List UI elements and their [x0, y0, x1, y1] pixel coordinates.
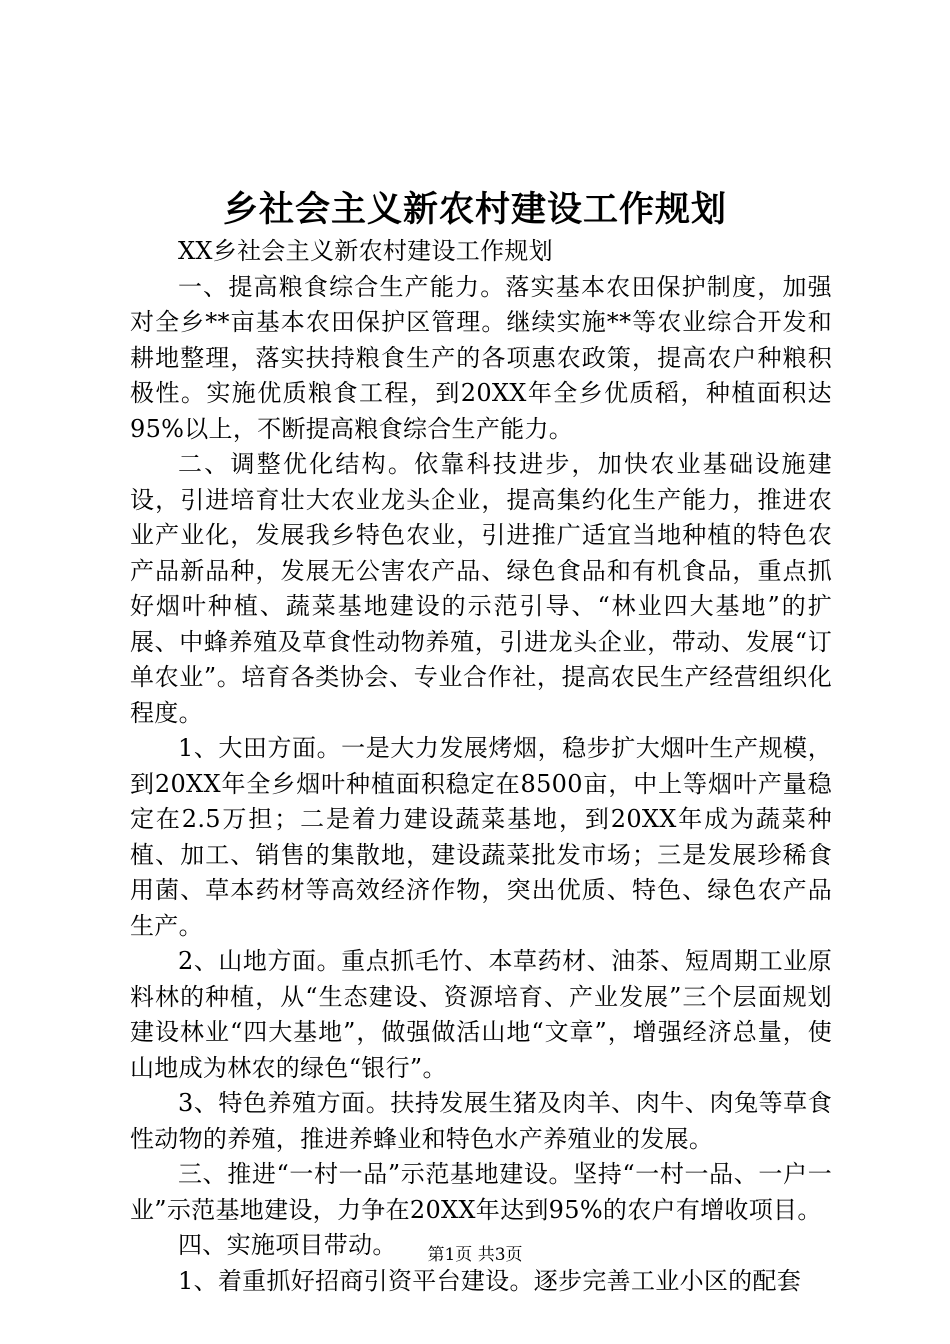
paragraph-item-investment: 1、着重抓好招商引资平台建设。逐步完善工业小区的配套 [178, 1266, 802, 1295]
paragraph-subtitle: XX乡社会主义新农村建设工作规划 [178, 237, 553, 265]
paragraph-section-2: 二、调整优化结构。依靠科技进步，加快农业基础设施建设，引进培育壮大农业龙头企业，提高集约化生产能力，推进农业产业化，发展我乡特色农业，引进推广适宜当地种植的特色农产品新品种，发展无公害农产品、绿色食品和有机食品，重点抓好烟叶种植、蔬菜基地建设的示范引导、“林业四大基地”的扩展、中蜂养殖及草食性动物养殖，引进龙头企业，带动、发展“订单农业”。培育各类协会、专业合作社，提高农民生产经营组织化程度。 [130, 450, 832, 727]
paragraph-section-3: 三、推进“一村一品”示范基地建设。坚持“一村一品、一户一业”示范基地建设，力争在20XX年达到95%的农户有增收项目。 [130, 1160, 832, 1224]
document-body [130, 234, 832, 1299]
page-footer: 第1页 共3页 [427, 1245, 523, 1265]
paragraph-item-breeding: 3、特色养殖方面。扶持发展生猪及肉羊、肉牛、肉兔等草食性动物的养殖，推进养蜂业和特色水产养殖业的发展。 [130, 1089, 832, 1153]
document-title: 乡社会主义新农村建设工作规划 [222, 189, 727, 230]
paragraph-section-4: 四、实施项目带动。 [178, 1231, 397, 1259]
paragraph-item-mountain: 2、山地方面。重点抓毛竹、本草药材、油茶、短周期工业原料林的种植，从“生态建设、资源培育、产业发展”三个层面规划建设林业“四大基地”，做强做活山地“文章”，增强经济总量，使山地成为林农的绿色“银行”。 [130, 947, 832, 1082]
paragraph-section-1: 一、提高粮食综合生产能力。落实基本农田保护制度，加强对全乡**亩基本农田保护区管理。继续实施**等农业综合开发和耕地整理，落实扶持粮食生产的各项惠农政策，提高农户种粮积极性。实施优质粮食工程，到20XX年全乡优质稻，种植面积达95%以上，不断提高粮食综合生产能力。 [130, 272, 832, 443]
paragraph-item-field: 1、大田方面。一是大力发展烤烟，稳步扩大烟叶生产规模，到20XX年全乡烟叶种植面积稳定在8500亩，中上等烟叶产量稳定在2.5万担；二是着力建设蔬菜基地，到20XX年成为蔬菜种植、加工、销售的集散地，建设蔬菜批发市场；三是发展珍稀食用菌、草本药材等高效经济作物，突出优质、特色、绿色农产品生产。 [130, 734, 832, 940]
